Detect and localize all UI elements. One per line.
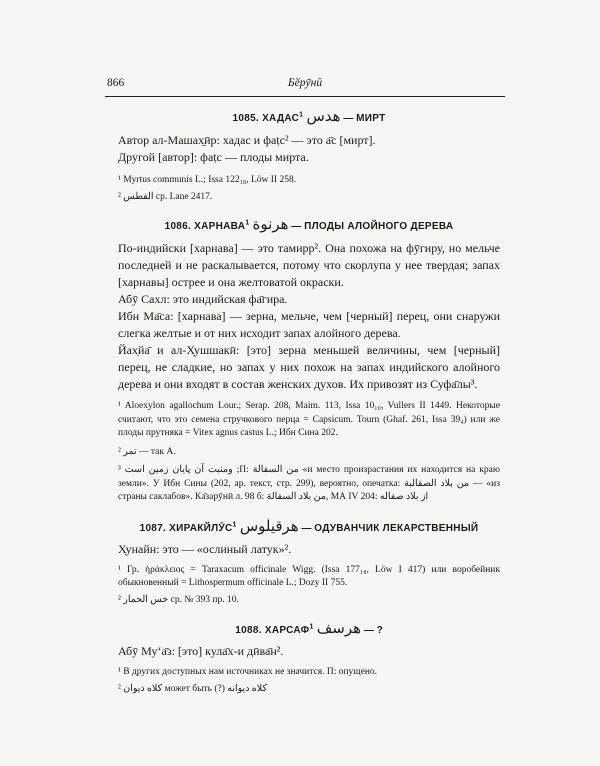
entry-heading bbox=[118, 107, 500, 125]
footnotes bbox=[118, 174, 500, 204]
entry-arabic: هرقيلوس bbox=[239, 516, 299, 535]
entry-body bbox=[118, 240, 500, 393]
page-number: 866 bbox=[107, 77, 125, 89]
body-paragraph: Автор ал-Машах̱ӣр: хадас и фаṭс² — это а̄с [мирт]. bbox=[118, 133, 376, 147]
page-content bbox=[118, 99, 500, 696]
footnote: ² كلاه ديوان может быть (?) كلاه ديوانه bbox=[118, 683, 267, 694]
entry-title: — ПЛОДЫ АЛОЙНОГО ДЕРЕВА bbox=[291, 221, 454, 232]
entry-arabic: هرسف bbox=[316, 619, 362, 637]
entry-number: 1088. ХАРСАФ bbox=[235, 625, 310, 636]
body-paragraph: Абӯ Сахл: это индийская фа̄гира. bbox=[118, 292, 288, 306]
footnotes bbox=[118, 564, 500, 608]
entry-body bbox=[118, 541, 500, 558]
footnote: ³ ومنبت آن پایان زمین است ;П: من السفالة «и место произрастания их находится на краю земли». У Ибн Сины (202, ар. текст, стр. 299), вероятно, опечатка: من بلاد الصقالبة — «из страны саклабов». Ка̄зарӯнӣ л. 98 б: من بلاد السفالة, МА IV 204: از بلاد صفاله bbox=[118, 465, 500, 502]
body-paragraph: Х̣унайн: это — «ослиный латук»². bbox=[118, 541, 292, 556]
body-paragraph: Ибн Ма̄са: [харнава] — зерна, мельче, чем [черный] перец, они снаружи слегка желтые и от них исходит запах алойного дерева. bbox=[118, 309, 500, 340]
footnote: ² الفطس ср. Lane 2417. bbox=[118, 191, 213, 202]
entry-arabic: هدس bbox=[306, 107, 341, 125]
footnote: ² خس الحمار ср. № 393 пр. 10. bbox=[118, 594, 239, 605]
entry-1086 bbox=[118, 215, 500, 505]
entry-title: — МИРТ bbox=[343, 113, 386, 124]
body-paragraph: Другой [автор]: фаṭс — плоды мирта. bbox=[118, 150, 309, 164]
entry-sup: 1 bbox=[245, 219, 250, 227]
footnotes bbox=[118, 400, 500, 505]
entry-arabic: هرنوة bbox=[252, 215, 289, 233]
entry-body bbox=[118, 643, 500, 660]
body-paragraph: По-индийски [харнава] — это тамирр². Она похожа на фӯгиру, но мельче последней и не раскалывается, потому что скорлупа у нее твердая; запах [харнавы] острее и она желтоватой окраски. bbox=[118, 241, 500, 289]
running-title: Бӗрӯнӣ bbox=[287, 77, 323, 89]
entry-title: — ? bbox=[363, 625, 383, 636]
footnote: ¹ Aloexylon agallochum Lour.; Serap. 208, Maim. 113, Issa 10₁₀, Vullers II 1449. Некоторые считают, что это семена стручкового перца = Capsicum. Tourn (Ghaf. 261, Issa 39₄) или же плоды прутняка = Vitex agnus castus L.; Ибн Сина 202. bbox=[118, 401, 500, 438]
entry-sup: 1 bbox=[299, 111, 304, 119]
footnote: ¹ В других доступных нам источниках не значится. П: опущено. bbox=[118, 667, 378, 677]
body-paragraph: Абӯ Му‘а̄з: [это] кула̄х-и дӣва̄н². bbox=[118, 644, 284, 658]
footnotes bbox=[118, 666, 500, 696]
entry-heading bbox=[118, 215, 500, 233]
entry-title: — ОДУВАНЧИК ЛЕКАРСТВЕННЫЙ bbox=[301, 522, 479, 534]
footnote: ² تمر — так A. bbox=[118, 446, 176, 457]
body-paragraph: Йах̣йа̄ и ал-Х̣ушшакӣ: [это] зерна меньшей величины, чем [черный] перец, не сладкие, но запах у них похож на запах индийского алойного дерева и они входят в состав женских духов. Их привозят из Суфа̄лы³. bbox=[118, 343, 500, 391]
header-rule bbox=[105, 96, 505, 97]
entry-body bbox=[118, 132, 500, 166]
entry-number: 1086. ХАРНАВА bbox=[164, 221, 246, 232]
entry-1087 bbox=[118, 517, 500, 608]
entry-heading bbox=[118, 619, 500, 637]
entry-number: 1087. ХИРАКЙЛӮС bbox=[139, 522, 233, 534]
entry-sup: 1 bbox=[309, 623, 314, 631]
entry-number: 1085. ХАДАС bbox=[232, 113, 300, 124]
footnote: ¹ Гр. ἡράκλειος = Taraxacum officinale Wigg. (Issa 177₁₈, Löw I 417) или воробейник обыкновенный = Lithospermum officinale L.; Dozy II 755. bbox=[118, 564, 500, 588]
entry-heading bbox=[118, 517, 500, 535]
entry-1088 bbox=[118, 619, 500, 696]
footnote: ¹ Myrtus communis L.; Issa 122₁₈, Löw II 258. bbox=[118, 175, 297, 185]
entry-1085 bbox=[118, 107, 500, 204]
entry-sup: 1 bbox=[232, 521, 237, 529]
